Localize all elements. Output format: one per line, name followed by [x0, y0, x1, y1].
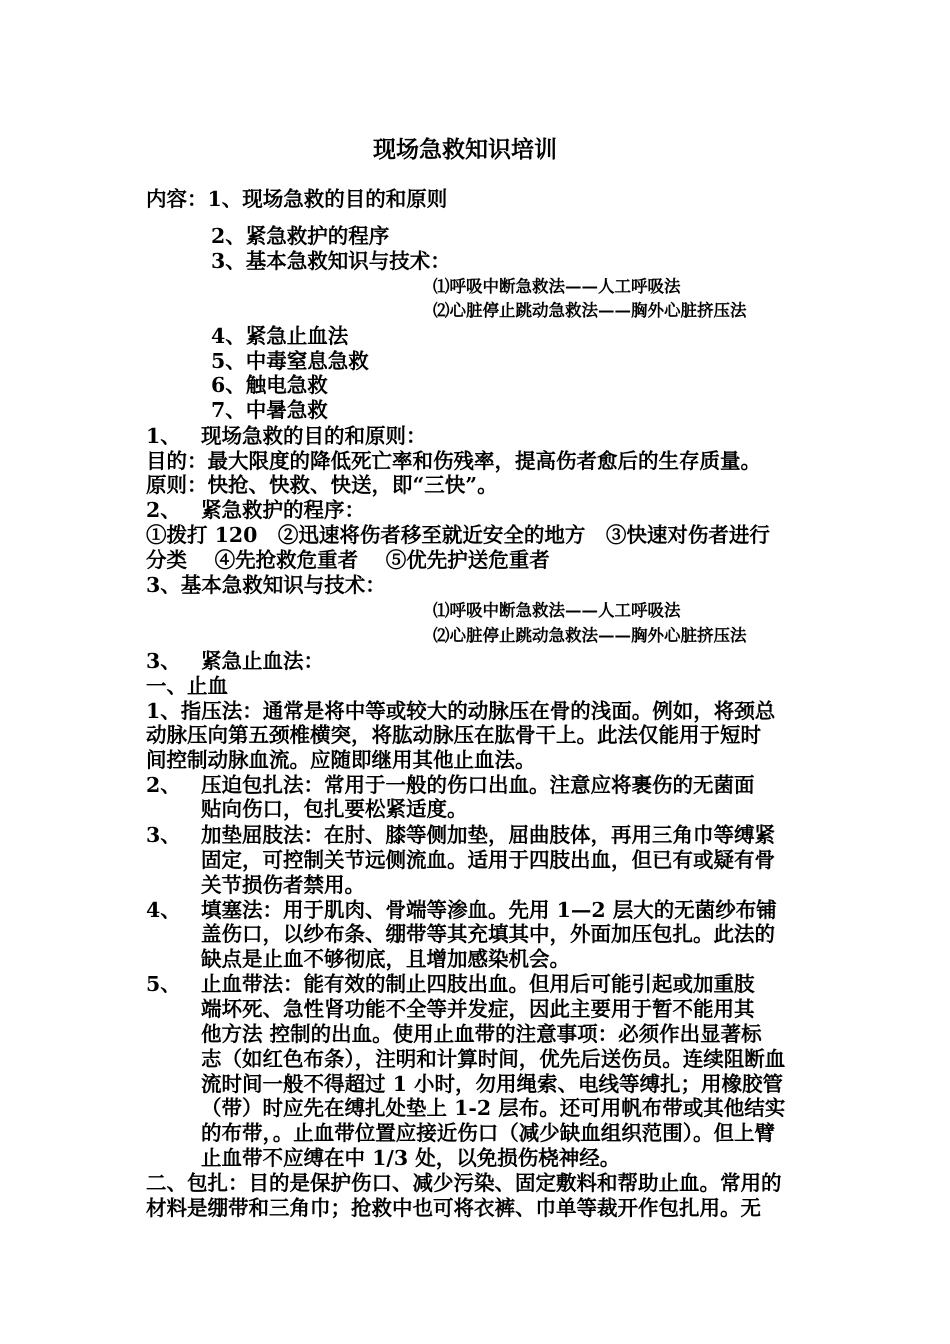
section-heading: 现场急救的目的和原则： — [201, 424, 427, 448]
body-line: 动脉压向第五颈椎横突，将肱动脉压在肱骨干上。此法仅能用于短时 — [146, 723, 761, 747]
toc-sub-item: ⑵心脏停止跳动急救法——胸外心脏挤压法 — [433, 301, 747, 320]
body-line: 加垫屈肢法：在肘、膝等侧加垫，屈曲肢体，再用三角巾等缚紧 — [201, 823, 775, 847]
body-line: 间控制动脉血流。应随即继用其他止血法。 — [146, 748, 536, 772]
method-number: 5、 — [146, 972, 181, 996]
sub-item: ⑴呼吸中断急救法——人工呼吸法 — [433, 601, 681, 620]
body-line: 固定，可控制关节远侧流血。适用于四肢出血，但已有或疑有骨 — [201, 848, 775, 872]
toc-intro: 内容：1、现场急救的目的和原则 — [146, 187, 448, 211]
section-heading: 紧急止血法： — [201, 649, 324, 673]
section-number: 2、 — [146, 498, 181, 522]
section-number: 1、 — [146, 424, 181, 448]
body-line: 盖伤口，以纱布条、绷带等其充填其中，外面加压包扎。此法的 — [201, 922, 775, 946]
toc-item: 2、紧急救护的程序 — [211, 224, 390, 248]
body-line: 贴向伤口，包扎要松紧适度。 — [201, 797, 468, 821]
body-line: 的布带，。止血带位置应接近伤口（减少缺血组织范围）。但上臂 — [201, 1121, 775, 1145]
body-line: 填塞法：用于肌肉、骨端等渗血。先用 1—2 层大的无菌纱布铺 — [201, 898, 777, 922]
body-line: 止血带法：能有效的制止四肢出血。但用后可能引起或加重肢 — [201, 972, 755, 996]
method-number: 2、 — [146, 773, 181, 797]
body-line: 1、指压法：通常是将中等或较大的动脉压在骨的浅面。例如，将颈总 — [146, 699, 776, 723]
page-title: 现场急救知识培训 — [373, 136, 557, 163]
body-line: 原则：快抢、快救、快送，即“三快”。 — [146, 473, 498, 497]
body-line: 止血带不应缚在中 1/3 处，以免损伤桡神经。 — [201, 1146, 621, 1170]
body-line: 分类 ④先抢救危重者 ⑤优先护送危重者 — [146, 548, 550, 572]
section-number: 3、 — [146, 649, 181, 673]
toc-item: 3、基本急救知识与技术： — [211, 249, 451, 273]
body-line: （带）时应先在缚扎处垫上 1-2 层布。还可用帆布带或其他结实 — [201, 1096, 786, 1120]
body-line: 端坏死、急性肾功能不全等并发症，因此主要用于暂不能用其 — [201, 997, 755, 1021]
section-heading: 3、基本急救知识与技术： — [146, 573, 386, 597]
toc-item: 4、紧急止血法 — [211, 324, 349, 348]
toc-item: 7、中暑急救 — [211, 398, 328, 422]
body-line: 流时间一般不得超过 1 小时，勿用绳索、电线等缚扎；用橡胶管 — [201, 1072, 784, 1096]
body-line: 他方法 控制的出血。使用止血带的注意事项：必须作出显著标 — [201, 1022, 762, 1046]
body-line: 目的：最大限度的降低死亡率和伤残率，提高伤者愈后的生存质量。 — [146, 449, 761, 473]
method-number: 3、 — [146, 823, 181, 847]
body-line: ①拨打 120 ②迅速将伤者移至就近安全的地方 ③快速对伤者进行 — [146, 523, 770, 547]
section-heading: 紧急救护的程序： — [201, 498, 365, 522]
body-line: 压迫包扎法：常用于一般的伤口出血。注意应将裹伤的无菌面 — [201, 773, 755, 797]
method-number: 4、 — [146, 898, 181, 922]
body-line: 二、包扎：目的是保护伤口、减少污染、固定敷料和帮助止血。常用的 — [146, 1171, 782, 1195]
toc-item: 6、触电急救 — [211, 373, 328, 397]
body-line: 缺点是止血不够彻底，且增加感染机会。 — [201, 947, 570, 971]
sub-item: ⑵心脏停止跳动急救法——胸外心脏挤压法 — [433, 626, 747, 645]
body-line: 材料是绷带和三角巾；抢救中也可将衣裤、巾单等裁开作包扎用。无 — [146, 1196, 761, 1220]
toc-sub-item: ⑴呼吸中断急救法——人工呼吸法 — [433, 277, 681, 296]
toc-item: 5、中毒窒息急救 — [211, 349, 369, 373]
body-line: 志（如红色布条），注明和计算时间，优先后送伤员。连续阻断血 — [201, 1047, 786, 1071]
part-heading: 一、止血 — [146, 674, 228, 698]
body-line: 关节损伤者禁用。 — [201, 873, 365, 897]
